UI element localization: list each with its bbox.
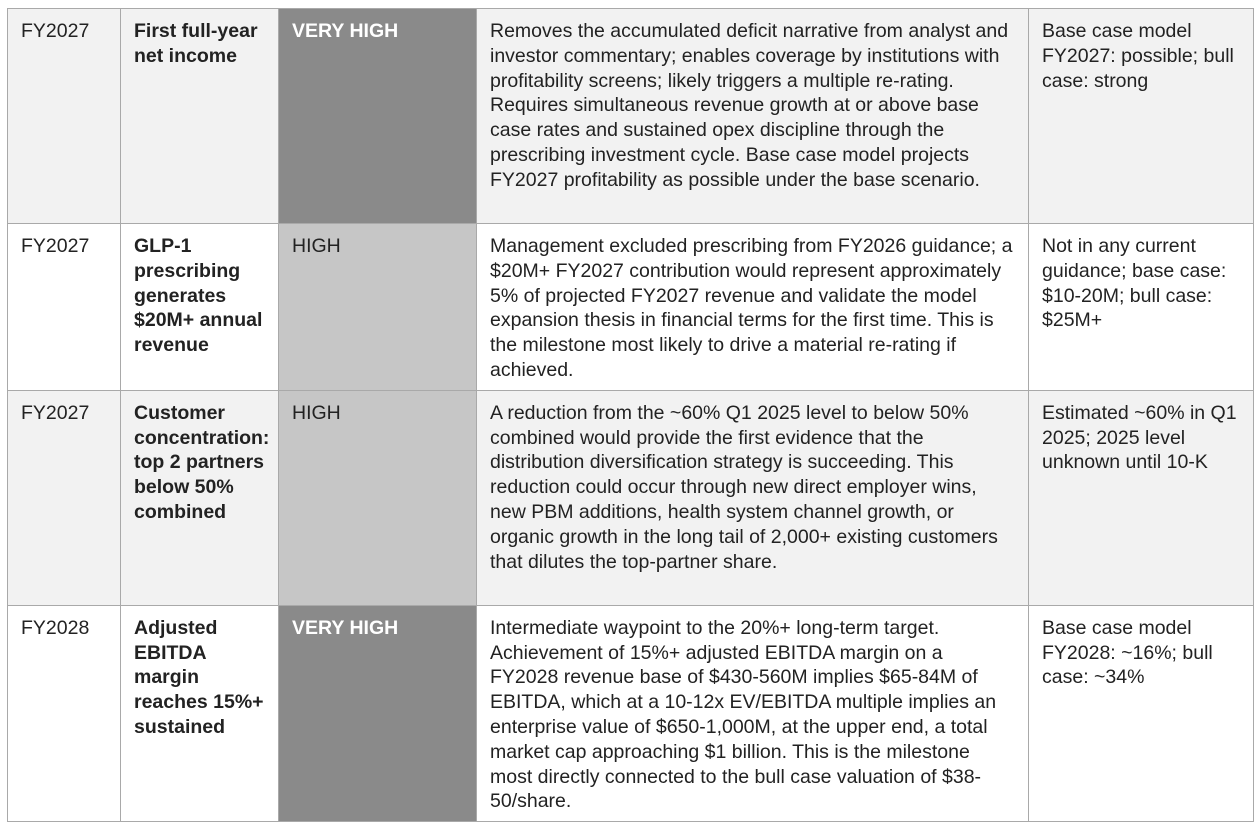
- rationale-cell: Management excluded prescribing from FY2026 guidance; a $20M+ FY2027 contribution would represent approximately 5% of projected FY2027 revenue and validate the model expansion thesis in financial terms for the first time. This is the milestone most likely to drive a material re-rating if achieved.: [477, 224, 1029, 391]
- table-row: [8, 9, 1254, 224]
- milestone-cell: Adjusted EBITDA margin reaches 15%+ sustained: [121, 605, 279, 821]
- status-cell: Estimated ~60% in Q1 2025; 2025 level unknown until 10-K: [1029, 390, 1254, 605]
- status-cell: Base case model FY2028: ~16%; bull case: ~34%: [1029, 605, 1254, 821]
- significance-cell: VERY HIGH: [279, 9, 477, 224]
- status-cell: Base case model FY2027: possible; bull case: strong: [1029, 9, 1254, 224]
- table-row: [8, 605, 1254, 821]
- year-cell: FY2027: [8, 224, 121, 391]
- milestones-table: [7, 8, 1254, 822]
- milestone-cell: Customer concentration: top 2 partners below 50% combined: [121, 390, 279, 605]
- significance-cell: HIGH: [279, 224, 477, 391]
- milestone-cell: First full-year net income: [121, 9, 279, 224]
- significance-cell: HIGH: [279, 390, 477, 605]
- year-cell: FY2028: [8, 605, 121, 821]
- milestone-cell: GLP-1 prescribing generates $20M+ annual revenue: [121, 224, 279, 391]
- rationale-cell: Intermediate waypoint to the 20%+ long-term target. Achievement of 15%+ adjusted EBITDA margin on a FY2028 revenue base of $430-560M implies $65-84M of EBITDA, which at a 10-12x EV/EBITDA multiple implies an enterprise value of $650-1,000M, at the upper end, a total market cap approaching $1 billion. This is the milestone most directly connected to the bull case valuation of $38-50/share.: [477, 605, 1029, 821]
- year-cell: FY2027: [8, 9, 121, 224]
- table-row: [8, 224, 1254, 391]
- rationale-cell: Removes the accumulated deficit narrative from analyst and investor commentary; enables coverage by institutions with profitability screens; likely triggers a multiple re-rating. Requires simultaneous revenue growth at or above base case rates and sustained opex discipline through the prescribing investment cycle. Base case model projects FY2027 profitability as possible under the base scenario.: [477, 9, 1029, 224]
- rationale-cell: A reduction from the ~60% Q1 2025 level to below 50% combined would provide the first evidence that the distribution diversification strategy is succeeding. This reduction could occur through new direct employer wins, new PBM additions, health system channel growth, or organic growth in the long tail of 2,000+ existing customers that dilutes the top-partner share.: [477, 390, 1029, 605]
- significance-cell: VERY HIGH: [279, 605, 477, 821]
- year-cell: FY2027: [8, 390, 121, 605]
- table-row: [8, 390, 1254, 605]
- status-cell: Not in any current guidance; base case: $10-20M; bull case: $25M+: [1029, 224, 1254, 391]
